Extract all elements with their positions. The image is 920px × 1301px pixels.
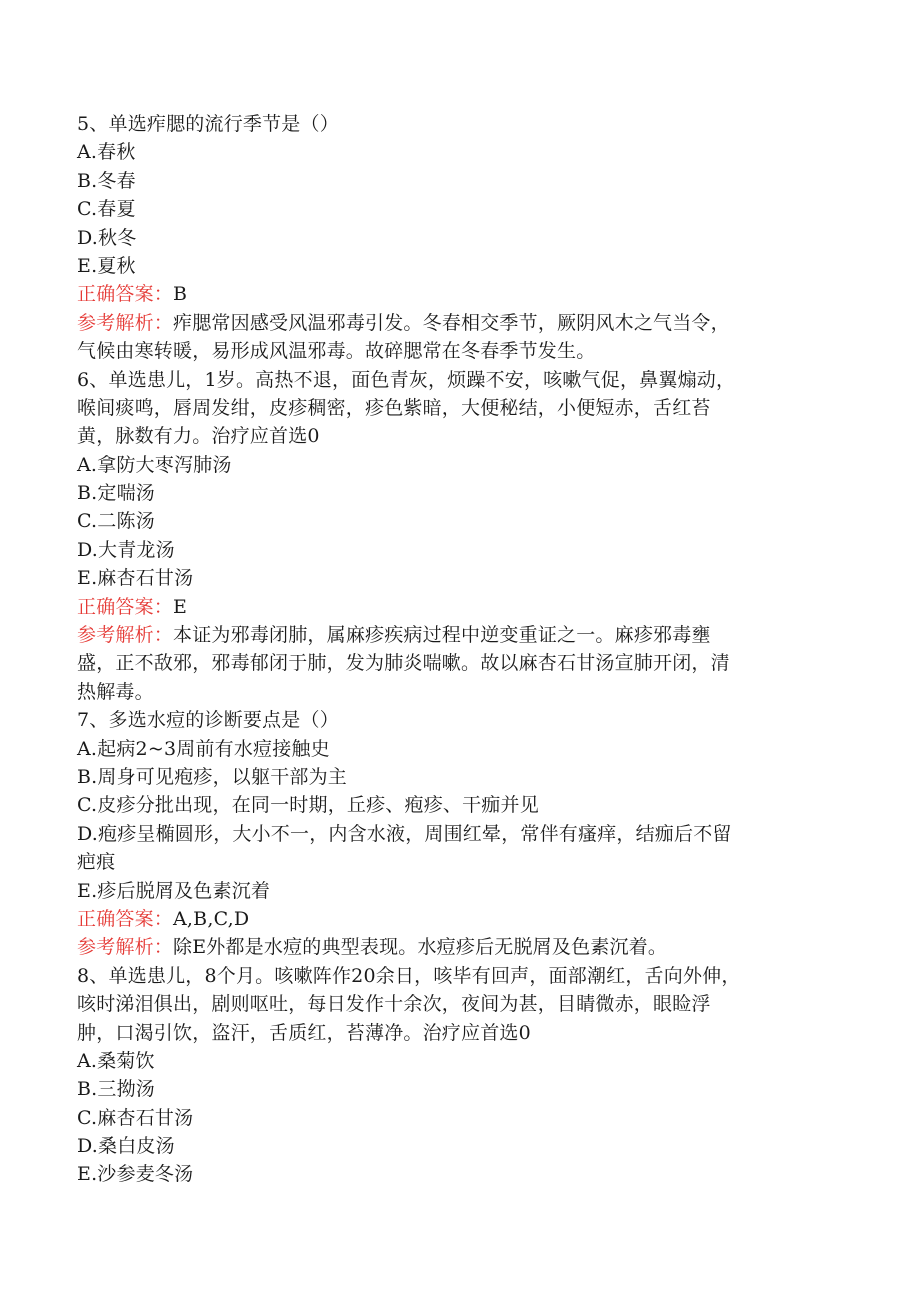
option-b: B.定喘汤 bbox=[77, 482, 156, 505]
option-b: B.周身可见疱疹，以躯干部为主 bbox=[77, 765, 348, 788]
option-b: B.三拗汤 bbox=[77, 1078, 156, 1101]
analysis-text: 本证为邪毒闭肺，属麻疹疾病过程中逆变重证之一。麻疹邪毒壅 bbox=[173, 624, 711, 647]
question-5 bbox=[77, 110, 822, 366]
analysis-text: 盛，正不敌邪，邪毒郁闭于肺，发为肺炎喘嗽。故以麻杏石甘汤宣肺开闭，清 bbox=[77, 652, 730, 675]
question-stem: 黄，脉数有力。治疗应首选0 bbox=[77, 425, 320, 448]
question-6 bbox=[77, 366, 822, 707]
question-stem: 7、多选水痘的诊断要点是（） bbox=[77, 709, 339, 732]
analysis bbox=[77, 309, 822, 337]
option-a: A.起病2~3周前有水痘接触史 bbox=[77, 737, 330, 760]
correct-answer-value: B bbox=[173, 283, 188, 306]
option-a: A.桑菊饮 bbox=[77, 1049, 155, 1072]
option-a: A.春秋 bbox=[77, 141, 136, 164]
option-a: A.拿防大枣泻肺汤 bbox=[77, 453, 232, 476]
option-d: D.桑白皮汤 bbox=[77, 1135, 175, 1158]
analysis-text: 气候由寒转暖，易形成风温邪毒。故碎腮常在冬春季节发生。 bbox=[77, 340, 596, 363]
option-d: D.大青龙汤 bbox=[77, 538, 175, 561]
analysis-text: 除E外都是水痘的典型表现。水痘疹后无脱屑及色素沉着。 bbox=[173, 936, 668, 959]
question-stem: 8、单选患儿，8个月。咳嗽阵作20余日，咳毕有回声，面部潮红，舌向外伸， bbox=[77, 964, 741, 987]
correct-answer-value: A,B,C,D bbox=[173, 907, 250, 930]
option-d-cont: 疤痕 bbox=[77, 851, 116, 874]
analysis-text: 热解毒。 bbox=[77, 680, 154, 703]
analysis bbox=[77, 933, 822, 961]
question-stem: 咳时涕泪俱出，剧则呕吐，每日发作十余次，夜间为甚，目睛微赤，眼睑浮 bbox=[77, 993, 711, 1016]
question-stem: 肿，口渴引饮，盗汗，舌质红，苔薄净。治疗应首选0 bbox=[77, 1021, 531, 1044]
option-e: E.疹后脱屑及色素沉着 bbox=[77, 879, 271, 902]
option-c: C.麻杏石甘汤 bbox=[77, 1106, 194, 1129]
correct-answer bbox=[77, 905, 822, 933]
analysis-text: 痄腮常因感受风温邪毒引发。冬春相交季节，厥阴风木之气当令， bbox=[173, 311, 730, 334]
option-d: D.疱疹呈椭圆形，大小不一，内含水液，周围红晕，常伴有瘙痒，结痂后不留 bbox=[77, 822, 732, 845]
option-e: E.沙参麦冬汤 bbox=[77, 1163, 194, 1186]
correct-answer bbox=[77, 593, 822, 621]
analysis-label: 参考解析： bbox=[77, 936, 174, 959]
option-c: C.皮疹分批出现，在同一时期，丘疹、疱疹、干痂并见 bbox=[77, 794, 539, 817]
question-7 bbox=[77, 706, 822, 962]
option-c: C.二陈汤 bbox=[77, 510, 155, 533]
question-stem: 喉间痰鸣，唇周发绀，皮疹稠密，疹色紫暗，大便秘结，小便短赤，舌红苔 bbox=[77, 396, 711, 419]
option-e: E.麻杏石甘汤 bbox=[77, 567, 194, 590]
document-page bbox=[77, 110, 822, 1189]
correct-answer-label: 正确答案： bbox=[77, 595, 174, 618]
correct-answer-label: 正确答案： bbox=[77, 907, 174, 930]
option-d: D.秋冬 bbox=[77, 226, 137, 249]
analysis-label: 参考解析： bbox=[77, 624, 174, 647]
question-stem: 5、单选痄腮的流行季节是（） bbox=[77, 113, 339, 135]
correct-answer bbox=[77, 280, 822, 308]
option-c: C.春夏 bbox=[77, 198, 136, 221]
question-8 bbox=[77, 962, 822, 1189]
question-stem: 6、单选患儿，1岁。高热不退，面色青灰，烦躁不安，咳嗽气促，鼻翼煽动， bbox=[77, 368, 736, 391]
correct-answer-value: E bbox=[173, 595, 188, 618]
analysis bbox=[77, 621, 822, 649]
option-e: E.夏秋 bbox=[77, 254, 136, 277]
correct-answer-label: 正确答案： bbox=[77, 283, 174, 306]
option-b: B.冬春 bbox=[77, 169, 136, 192]
analysis-label: 参考解析： bbox=[77, 311, 174, 334]
